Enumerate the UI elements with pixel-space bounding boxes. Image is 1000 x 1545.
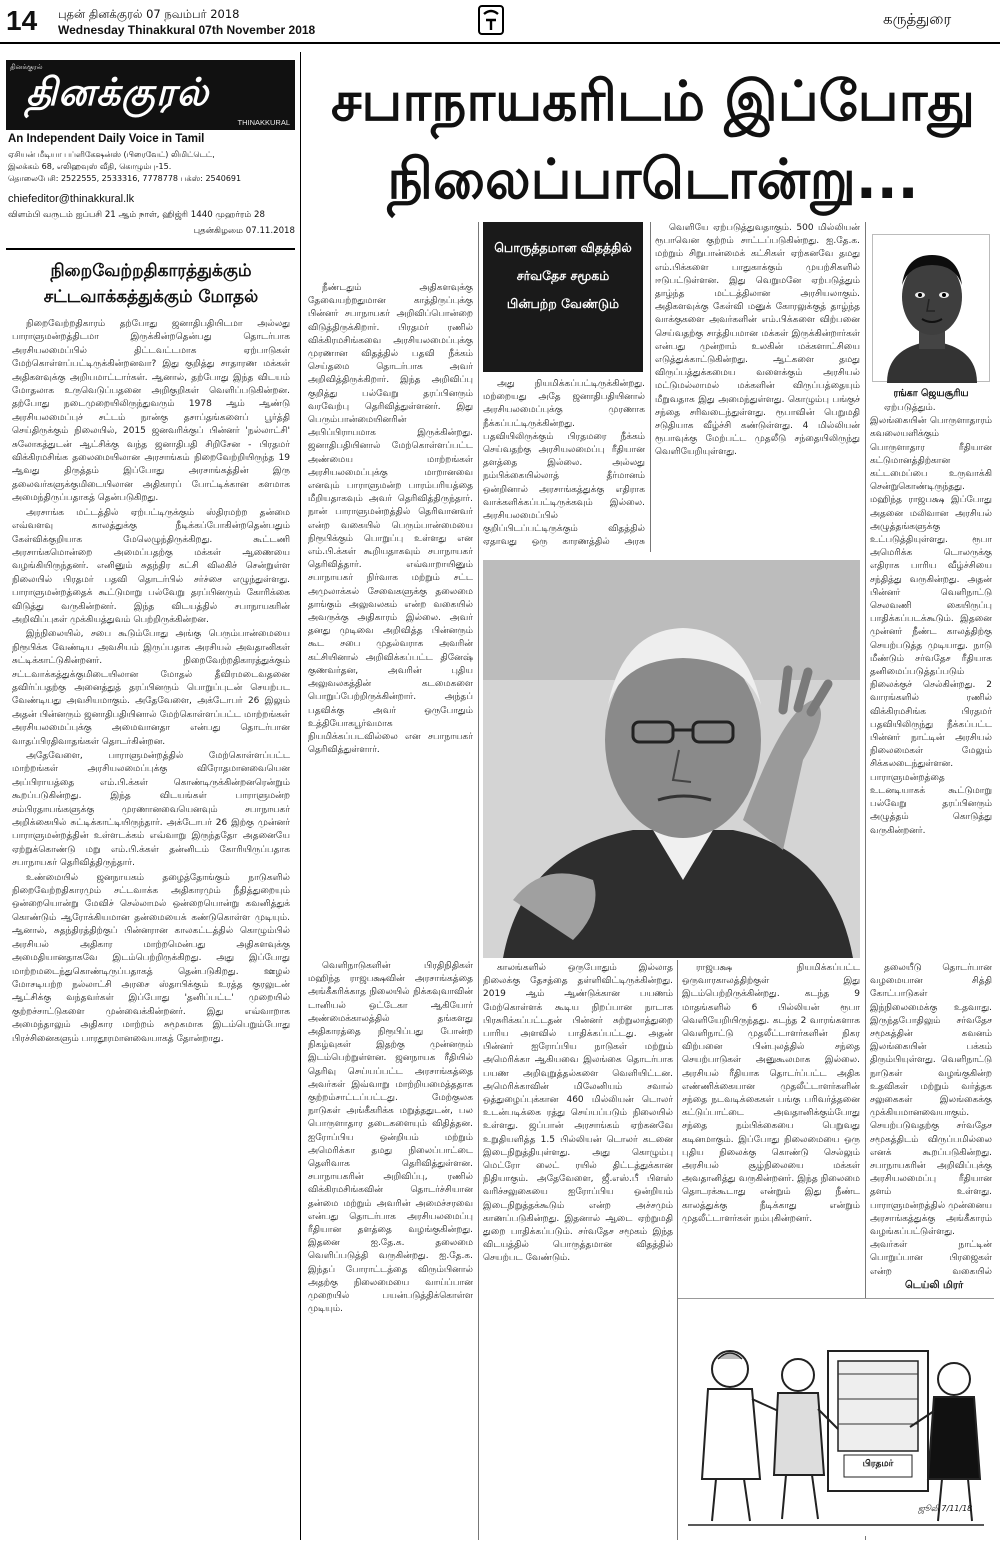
editorial-body	[12, 318, 290, 1536]
feature-paragraph: நீண்டதும் அதிகளவுக்கு தேவையற்றதுமான காத்திருப்புக்கு பின்னர் சபாநாயகர் அறிவிப்பொன்றை விடுத்திருக்கிறார். பிரதமர் ரணில் விக்கிரமசிங்கவை அரசியலமைப்புக்கு முரணான விதத்தில் பதவி நீக்கம் செய்தமை தொடர்பாக அவர் அறிவித்திருக்கிறார். இந்த அறிவிப்பு குறித்து பல்வேறு தரப்பினரும் வரவேற்பு தெரிவித்துள்ளனர். இது பெரும்பான்மையினரின் அபிப்பிராயமாக இருக்கின்றது. ஜனாதிபதியினால் மேற்கொள்ளப்பட்ட அண்மைய மாற்றங்கள் அரசியலமைப்புக்கு மாறானவை எனவும் பாராளுமன்ற பாரம்பரியத்தை மீறியதாகவும் அவர் தெரிவித்திருந்தார். நான் பாராளுமன்றத்தில் தெரிவானவர் என்ற வகையில் பெரும்பான்மையை நிரூபிக்கும் பொறுப்பு உள்ளது என எம்.பி.க்கள் கூறியதாகவும் சபாநாயகர் தெரிவித்தார். எவ்வாறாயினும் சபாநாயகர் நிர்வாக மற்றும் சட்ட அமுலாக்கல் சேவைகளுக்கு தலைமை தாங்கும் அலுவலகம் என்ற வகையில் அவருக்கு அதிகாரம் இல்லை. அவர் தனது முடிவை அறிவித்த பின்னரும் கூட சபை முதல்வராக அவரின் கட்சியினால் அறிவிக்கப்பட்ட தினேஷ் குணவர்தன, அவரின் புதிய அலுவலகத்தின் கடமைகளை பொறுப்பேற்றிருக்கின்றார். அந்தப் பதவிக்கு அவர் ஒருபோதும் உத்தியோகபூர்வமாக நியமிக்கப்படவில்லை என சபாநாயகர் தெரிவித்துள்ளார்.	[308, 283, 473, 756]
date-line: விளம்பி வருடம் ஐப்பசி 21 ஆம் நாள், ஹிஜ்ரி 1440 முஹர்ரம் 28	[8, 210, 265, 220]
feature-paragraph: வெளியே ஏற்படுத்துவதாகும். 500 மில்லியன் ரூபாவென குற்றம் சாட்டப்படுகின்றது. ஐ.தே.க. மற்றும் சிறுபான்மைக் கட்சிகள் ஏற்கனவே தமது எம்.பிக்களை பாதுகாக்கும் முயற்சிகளில் ஈடுபட்டுள்ளன. இது வெறுமனே ஏற்படுத்தும் தாழ்ந்த மட்டத்திலான அரசியலாகும். அதிகளவுக்கு கேள்வி மனுக் கோரலுக்குத் தாழ்ந்த வாக்குகளை அவர்களின் எம்.பிக்களை விற்பனை செய்வதற்கு சாத்தியமான மக்கள் இருக்கின்றார்கள் என்பது முன்றாம் உலகின் மக்களாட்சியை எடுத்துக்காட்டுகின்றது. ஆட்களை தமது விருப்பத்துக்கமைய வளைக்கும் அரசியல் மட்டுமல்லாமல் மக்களின் விருப்பத்தையும் மீறுவதாக இது அமைந்துள்ளது. கொழும்பு பங்குச் சந்தை சரிவடைந்துள்ளது. ரூபாவின் பெறுமதி சடுதியாக வீழ்ச்சி கண்டுள்ளது. 4 மில்லியன் ரூபாவுக்கு மேற்பட்ட முதலீடு சந்தையிலிருந்து வெளியேறியுள்ளது.	[655, 223, 860, 458]
editorial-paragraph: உண்மையில் ஜனநாயகம் தழைத்தோங்கும் நாடுகளில் நிறைவேற்றதிகாரமும் சட்டவாக்க அதிகாரமும் நீதித்துறையும் ஒன்றையொன்று மேவிச் செல்லாமல் ஒன்றையொன்று கவனித்துக் கொண்டும் ஆரோக்கியமான தன்மையைக் கண்டுகொள்ள முடியும். ஆனால், சுதந்திரத்திற்குப் பின்னரான காலகட்டத்தில் கொழும்பில் அரசியல் அதிகார மாற்றமென்பது அதிகளவுக்கு அமைதியானதாகவே இடம்பெற்றிருக்கிறது. அது இப்போது மாற்றமடைந்துகொண்டிருப்பதாகத் தென்படுகிறது. ஊழல் மோசடியற்ற நல்லாட்சி அரசை ஸ்தாபிக்கும் உரத்த குரலுடன் ஆட்சிக்கு வந்தவர்கள் இப்போது 'தனிப்பட்ட' முறையில் குற்றச்சாட்டுகளை முன்வைக்கின்றனர். இது எவ்வாறாக அமைந்தாலும் அதிகார மாற்றம் சுமூகமாக இடம்பெறும்போது பிரச்சினைகளும் பாரதூரமானவையாகத் தோன்றாது.	[12, 872, 290, 1044]
page-number: 14	[6, 5, 38, 36]
feature-paragraph: ஏற்படுத்தும். இலங்கையின் பொருளாதாரம் கவலையளிக்கும் பொருளாதார ரீதியான கட்டுமானத்திற்கான கட்டமைப்பை உருவாக்கி சென்றுகொண்டிருந்தது. மஹிந்த ராஜபக்ஷ இப்போது அதனை மலிவான அரசியல் அழுத்தங்களுக்கு உட்படுத்தியுள்ளது. ரூபா அமெரிக்க டொலருக்கு எதிராக பாரிய வீழ்ச்சியை சந்தித்து வருகின்றது. அதன் பின்னர் வெளிநாட்டு செலவணி கையிருப்பு பாதிக்கப்படக்கூடும். இதனை முன்னர் நீண்ட காலத்திற்கு செயற்படுத்த முடியாது. நாடு மீண்டும் சர்வதேச ரீதியாக தனிமைப்படுத்தப்படும் நிலைக்குச் செல்கின்றது. 2 வாரங்களில் ரணில் விக்கிரமசிங்க பிரதமர் பதவியிலிருந்து நீக்கப்பட்ட பின்னர் நாட்டின் அரசியல் நிலைமைகள் மேலும் சிக்கலடைந்துள்ளன. பாராளுமன்றத்தை உடனடியாகக் கூட்டுமாறு பல்வேறு தரப்பினரும் அழுத்தம் கொடுத்து வருகின்றனர்.	[870, 403, 992, 836]
header-date-tamil: புதன் தினக்குரல் 07 நவம்பர் 2018	[58, 7, 240, 21]
phone: தொலைபேசி: 2522555, 2533316, 7778778 பக்ஸ்: 2540691	[8, 174, 242, 183]
page-header	[0, 0, 1000, 44]
feature-paragraph: ராஜபக்ஷ நியமிக்கப்பட்ட ஒருவாரகாலத்திற்குள் இது இடம்பெற்றிருக்கின்றது. கடந்த 9 மாதங்களில் 6 பில்லியன் ரூபா வெளியேறியிருந்தது. கடந்த 2 வாரங்களாக வெளிநாட்டு முதலீட்டாளர்களின் நிகர விற்பனை பின்புலத்தில் சந்தை செயற்பாடுகள் அனுகூலமாக இல்லை. அரசியல் ரீதியாக தொடர்ப்பட்ட அதிக எண்ணிக்கையான முதலீட்டாளர்களின் சந்தை நடவடிக்கைகள் பங்கு பரிவர்த்தனை கட்டுப்பாட்டை அவதானிக்கும்போது சந்தை நம்பிக்கையை பெறுவது கடினமாகும். இப்போது நிலைமையை ஒரு புதிய நிலைக்கு கொண்டு செல்லும் அரசியல் சூழ்நிலையை மக்கள் அவதானித்து வருகின்றனர். இந்த நிலைமை தொடரக்கூடாது என்றும் இது நீண்ட காலத்துக்கு நீடிக்காது என்றும் முதலீட்டாளர்கள் நம்புகின்றனர்.	[682, 963, 860, 1224]
cartoon	[678, 1298, 994, 1536]
date-line-2: புதன்கிழமை 07.11.2018	[193, 226, 295, 236]
author-photo	[872, 234, 990, 382]
feature-col-2-top	[483, 378, 645, 550]
logo	[6, 60, 295, 130]
feature-col-4-top	[870, 402, 992, 957]
address: இலக்கம் 68, எலிஹவுஸ் வீதி, கொழும்பு-15.	[8, 162, 172, 171]
feature-col-1-top	[308, 282, 473, 957]
logo-title: தினக்குரல்	[26, 70, 210, 114]
cartoon-sign: பிரதமர்	[862, 1459, 894, 1469]
feature-col-3-top	[655, 222, 860, 552]
feature-headline: சபாநாயகரிடம் இப்போது நிலைப்பாடொன்று...	[330, 69, 976, 211]
cartoon-signature: ஜூலி 7/11/18	[918, 1504, 973, 1513]
feature-col-2-bottom	[483, 962, 673, 1536]
publisher: ஏசியன் மீடியா பப்ளிகேஷன்ஸ் (பிரைவேட்) லிமிட்டெட்,	[8, 150, 215, 159]
pullquote-box	[483, 222, 643, 372]
speaker-photo	[483, 560, 860, 958]
source-credit: டெய்லி மிரர்	[905, 1280, 964, 1291]
section-label: கருத்துரை	[883, 10, 952, 28]
header-date-english: Wednesday Thinakkural 07th November 2018	[58, 23, 316, 37]
pullquote-text: பொருத்தமான விதத்தில் சர்வதேச சமூகம் பின்பற்ற வேண்டும்	[494, 240, 632, 311]
editorial-paragraph: நிறைவேற்றதிகாரம் தற்போது ஜனாதிபதியிடமா அல்லது பாராளுமன்றத்திடமா இருக்கின்றதென்பது தொடர்பாக அரசியலமைப்பில் திட்டவட்டமாக ஏற்பாடுகள் மேற்கொள்ளப்பட்டிருக்கின்றனவா? இது குறித்து சாதாரண மக்கள் அதிகளவுக்கு அறியமாட்டார்கள். ஆனால், தற்போது இந்த விடயம் மோதலாக உருவெடுப்பதனை அறிகுறிகள் வெளிப்படுகின்றன. தற்போது நடைமுறையிலிருந்துவரும் 1978 ஆம் ஆண்டு அரசியலமைப்புச் சட்டம் நான்கு தசாப்தங்களைப் பூர்த்தி செய்திருக்கும் நிலையில், 2015 ஜனவரிக்குப் பின்னர் 'நல்லாட்சி' சுலோகத்துடன் ஆட்சிக்கு வந்த ஜனாதிபதி சிறிசேன - பிரதமர் விக்கிரமசிங்க தலைமையிலான அரசாங்கம் நிறைவேற்றியிருந்த 19 ஆவது திருத்தம் இப்போது அரசாங்கத்தின் இரு தலைவர்களுக்குமிடையிலான அதிகாரப் போட்டிக்கான களமாக அமைந்திருப்பதாகத் தென்படுகிறது.	[12, 319, 290, 504]
editorial-paragraph: இந்நிலையில், சபை கூடும்போது அங்கு பெரும்பான்மையை நிரூபிக்க வேண்டிய அவசியம் இருப்பதாக அரசியல் அவதானிகள் சுட்டிக்காட்டுகின்றனர். நிறைவேற்றதிகாரத்துக்கும் சட்டவாக்கத்துக்குமிடையிலான மோதல் தீவிரமடைவதனை தவிர்ப்பதற்கு அனைத்துத் தரப்பினரும் பொறுப்புடன் செயற்பட வேண்டியது அவசியமாகும். அதேவேளை, அக்டோபர் 26 இலும் அதன் பின்னரும் ஜனாதிபதியினால் மேற்கொள்ளப்பட்ட மாற்றங்கள் அரசியலமைப்புக்கு அமைவானதா என்பது தொடர்பான வாதப்பிரதிவாதங்கள் தொடர்கின்றன.	[12, 629, 290, 747]
logo-small-left: தினக்குரல்	[10, 63, 43, 71]
header-logo-icon	[478, 5, 504, 35]
masthead	[6, 60, 295, 250]
author-name: ரங்கா ஜெயசூரிய	[893, 388, 969, 399]
feature-paragraph: தலையீடு தொடர்பான வழமையான சித்தி கோட்பாடுகள் இந்நிலைமைக்கு உதவாது. இருந்தபோதிலும் சர்வதேச சமூகத்தின் கவனம் இலங்கையின் பக்கம் திரும்பியுள்ளது. வெளிநாட்டு நாடுகள் வழங்குகின்ற உதவிகள் மற்றும் வர்த்தக சலுகைகள் இலங்கைக்கு முக்கியமானவையாகும். செயற்படுவதற்கு சர்வதேச சமூகத்திடம் விருப்பமில்லை எனக் கூறப்படுகின்றது. சபாநாயகரின் அறிவிப்புக்கு அரசியலமைப்பு ரீதியான தளம் உள்ளது. பாராளுமன்றத்தில் முன்னைய அரசாங்கத்துக்கு அங்கீகாரம் வழங்கப்பட்டுள்ளது. அவர்கள் நாட்டின் பொறுப்பான பிரஜைகள் என்ற வகையில்	[870, 963, 992, 1277]
tagline: An Independent Daily Voice in Tamil	[8, 133, 205, 145]
feature-paragraph: காலங்களில் ஒருபோதும் இல்லாத நிலைக்கு தேசத்தை தள்ளிவிட்டிருக்கின்றது. 2019 ஆம் ஆண்டுக்கான பயணம் மேற்கொள்ளக் கூடிய நிறப்பான நாடாக பிரசுரிக்கப்பட்டதன் பின்னர் சுற்றுலாத்துறை பாரிய அளவில் பாதிக்கப்பட்டது. அதன் பின்னர் ஐரோப்பிய நாடுகள் மற்றும் அமெரிக்கா ஆகியவை இலங்கை தொடர்பாக பயண அறிவுறுத்தல்களை வெளியிட்டன. அமெரிக்காவின் மிலேனியம் சவால் ஒத்துழைப்புக்கான 460 மில்லியன் டொலர் உடன்படிக்கை ரத்து செய்யப்படும் நிலையில் உள்ளது. ஜப்பான் அரசாங்கம் ஏற்கனவே உறுதியளித்த 1.5 பில்லியன் டொலர் கடனை இடைநிறுத்தியுள்ளது. அது கொழும்பு மெட்ரோ லைட் ரயில் திட்டத்துக்கான நிதியாகும். அதேவேளை, ஜீ.எஸ்.பீ பிளஸ் வரிச்சலுகையை ஐரோப்பிய ஒன்றியம் இடைநிறுத்தக்கூடும் என்ற அச்சமும் காணப்படுகின்றது. இதனால் ஆடை ஏற்றுமதி துறை பாதிக்கப்படும். சர்வதேச சமூகம் இந்த விடயத்தில் பொருத்தமான விதத்தில் செயற்பட வேண்டும்.	[483, 963, 673, 1264]
editorial-paragraph: அரசாங்க மட்டத்தில் ஏற்பட்டிருக்கும் ஸ்திரமற்ற தன்மை எவ்வளவு காலத்துக்கு நீடிக்கப்போகின்றதென்பதும் கேள்விக்குறியாக மேலெழுந்திருக்கிறது. கூட்டணி அரசாங்கமொன்றை அமைப்பதற்கு மக்கள் ஆணையை வழங்கியிருந்தனர். எனினும் சுதந்திர கட்சி விலகிச் சென்றுள்ள நிலையில் பிரதமர் பதவி தொடர்பில் சர்ச்சை எழுந்துள்ளது. பாராளுமன்றத்தைக் கூட்டுமாறு பல்வேறு தரப்பினரும் கோரிக்கை விடுத்து வருகின்றனர். இந்த விடயத்தில் சபாநாயகரின் அறிவிப்புகள் முக்கியத்துவம் பெற்றிருக்கின்றன.	[12, 507, 290, 625]
email-link[interactable]: chiefeditor@thinakkural.lk	[8, 193, 135, 205]
logo-small-right: THINAKKURAL	[237, 118, 290, 127]
feature-paragraph: அது நியமிக்கப்பட்டிருக்கின்றது. மற்றையது அதே ஜனாதிபதியினால் அரசியலமைப்புக்கு முரணாக நீக்கப்பட்டிருக்கின்றது. பதவியிலிருக்கும் பிரதமரை நீக்கம் செய்வதற்கு அரசியலமைப்பு ரீதியான தளத்தை இல்லை. அல்லது நம்பிக்கையில்லாத் தீர்மானம் ஒன்றினால் அரசாங்கத்துக்கு எதிராக வாக்களிக்கப்பட்டிருக்கவும் இல்லை. அரசியலமைப்பில் குறிப்பிடப்பட்டிருக்கும் விதத்தில் ஏதாவது ஒரு காரணத்தில் அரசு	[483, 379, 645, 548]
feature-paragraph: வெளிநாடுகளின் பிரதிநிதிகள் மஹிந்த ராஜபக்ஷவின் அரசாங்கத்தை அங்கீகரிக்காத நிலையில் நிக்கவுவாவின் டானியல் ஒட்டேகா ஆகியோர் அண்மைக்காலத்தில் தங்களது அதிகாரத்தை நிரூபிப்பது போன்ற நிகழ்வுகள் இதற்கு முன்னரும் இடம்பெற்றுள்ளன. ஜனநாயக ரீதியில் தெரிவு செய்யப்பட்ட அரசாங்கத்தை அவர்கள் இவ்வாறு மாற்றியமைத்ததாக குற்றம்சாட்டப்பட்டது. மேற்குலக நாடுகள் அங்கீகரிக்க மறுத்ததுடன், பல பொருளாதார தடைகளையும் விதித்தன. ஐரோப்பிய ஒன்றியம் மற்றும் அமெரிக்கா தமது நிலைப்பாட்டை தெளிவாக தெரிவித்துள்ளன. சபாநாயகரின் அறிவிப்பு, ரணில் விக்கிரமசிங்கவின் தொடர்ச்சியான தன்மை மற்றும் அவரின் அமைச்சரவை என்பது தொடர்பாக அரசியலமைப்பு ரீதியான தளத்தை வழங்குகின்றது. இதனை ஐ.தே.க. தலைமை வெளிப்படுத்தி வருகின்றது. ஐ.தே.க. இந்தப் போராட்டத்தை விரும்பினால் அதற்கு நிலைமையை வாய்ப்பான முறையில் பயன்படுத்திக்கொள்ள முடியும்.	[308, 961, 473, 1315]
feature-col-1-bottom	[308, 960, 473, 1535]
feature-col-4-bottom	[870, 962, 992, 1277]
editorial-paragraph: அதேவேளை, பாராளுமன்றத்தில் மேற்கொள்ளப்பட்ட மாற்றங்கள் அரசியலமைப்புக்கு விரோதமானவையென அப்பிராயத்தை எம்.பி.க்கள் கொண்டிருக்கின்றனரென்றும் கூறப்படுகின்றது. இந்த விடயங்கள் பாராளுமன்ற சம்பிரதாயங்களுக்கு முரணானவையெனவும் சபாநாயகர் அறிக்கையில் சுட்டிக்காட்டியிருந்தார். அக்டோபர் 26 இற்கு முன்னர் பாராளுமன்றத்தின் உள்ளடக்கம் எவ்வாறு இருந்ததோ அதனையே ஏற்றுக்கொண்டு மறு எம்.பி.க்கள் தன்னிடம் கோரியிருப்பதாக சபாநாயகர் தெரிவித்திருந்தார்.	[12, 751, 290, 869]
editorial-headline: நிறைவேற்றதிகாரத்துக்கும் சட்டவாக்கத்துக்கும் மோதல்	[43, 261, 259, 307]
